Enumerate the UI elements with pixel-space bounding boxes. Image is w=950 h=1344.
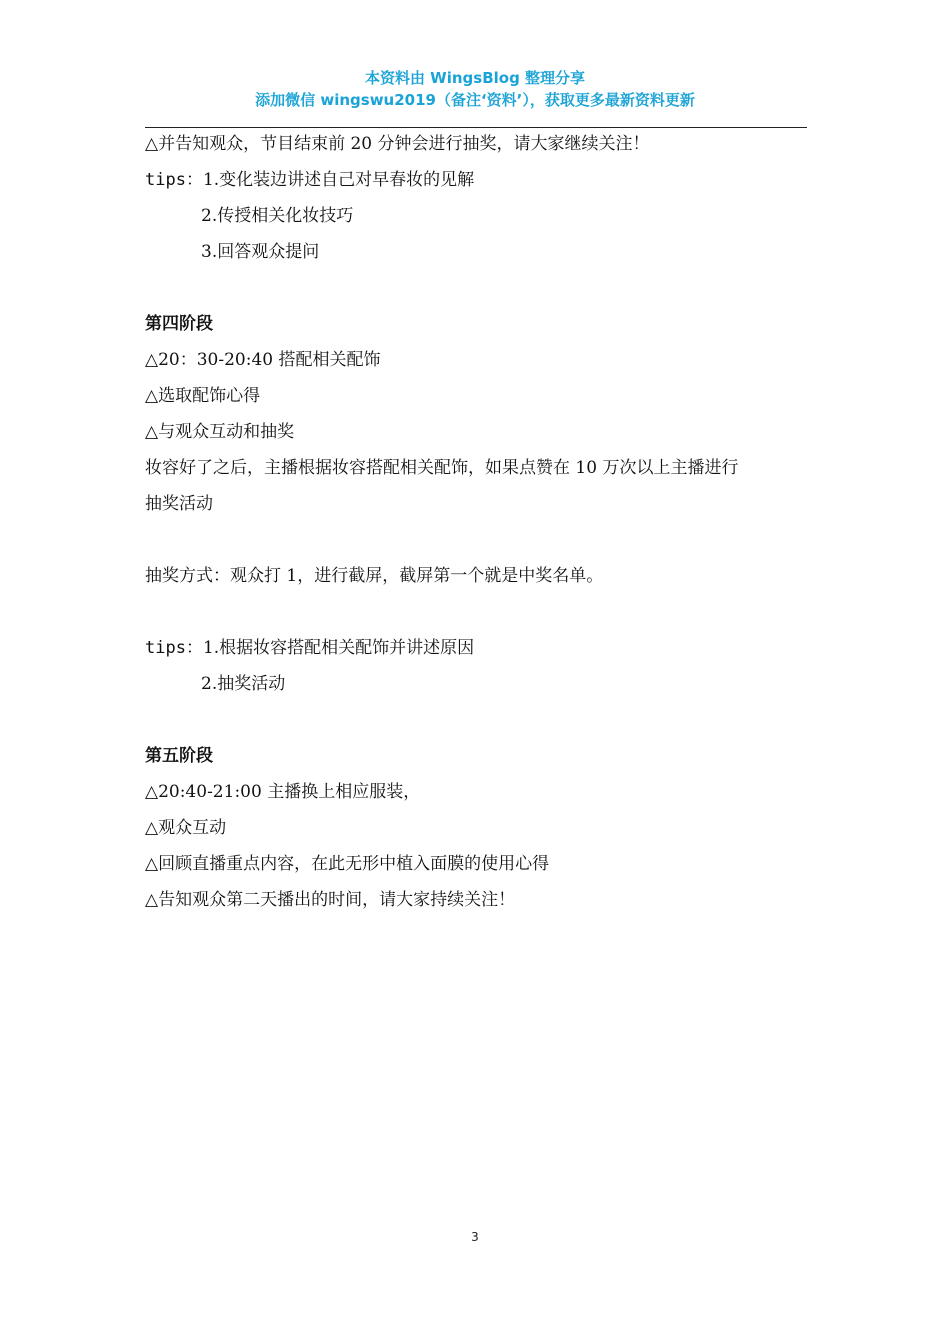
page-number: 3 [471, 1230, 479, 1244]
bullet-line: △选取配饰心得 [145, 386, 261, 406]
bullet-line: △20:40-21:00 主播换上相应服装， [145, 782, 421, 802]
tips-label: tips： [145, 638, 203, 658]
tips-item: 2.抽奖活动 [201, 674, 286, 694]
tips-item: 2.传授相关化妆技巧 [201, 206, 354, 226]
tips-item: 3.回答观众提问 [201, 242, 320, 262]
tips-line [145, 630, 810, 666]
bullet-line: △与观众互动和抽奖 [145, 422, 295, 442]
bullet-line: △观众互动 [145, 818, 227, 838]
document-body [145, 126, 810, 918]
paragraph-line: 抽奖活动 [145, 494, 213, 514]
header-line-2: 添加微信 wingswu2019（备注‘资料’），获取更多最新资料更新 [255, 91, 695, 109]
bullet-line: △20：30-20:40 搭配相关配饰 [145, 350, 381, 370]
tips-item: 1.根据妆容搭配相关配饰并讲述原因 [202, 638, 475, 658]
spacer [145, 522, 810, 558]
section-heading-stage4: 第四阶段 [145, 314, 213, 334]
bullet-line: △回顾直播重点内容，在此无形中植入面膜的使用心得 [145, 854, 550, 874]
section-heading-stage5: 第五阶段 [145, 746, 213, 766]
paragraph-line: 妆容好了之后，主播根据妆容搭配相关配饰，如果点赞在 10 万次以上主播进行 [145, 458, 739, 478]
lottery-method: 抽奖方式：观众打 1，进行截屏，截屏第一个就是中奖名单。 [145, 566, 604, 586]
intro-line: △并告知观众，节目结束前 20 分钟会进行抽奖，请大家继续关注！ [145, 134, 650, 154]
spacer [145, 594, 810, 630]
tips-label: tips： [145, 170, 203, 190]
spacer [145, 702, 810, 738]
header-line-1: 本资料由 WingsBlog 整理分享 [364, 69, 586, 87]
tips-item: 1.变化装边讲述自己对早春妆的见解 [202, 170, 475, 190]
tips-line [145, 162, 810, 198]
spacer [145, 270, 810, 306]
bullet-line: △告知观众第二天播出的时间，请大家持续关注！ [145, 890, 516, 910]
